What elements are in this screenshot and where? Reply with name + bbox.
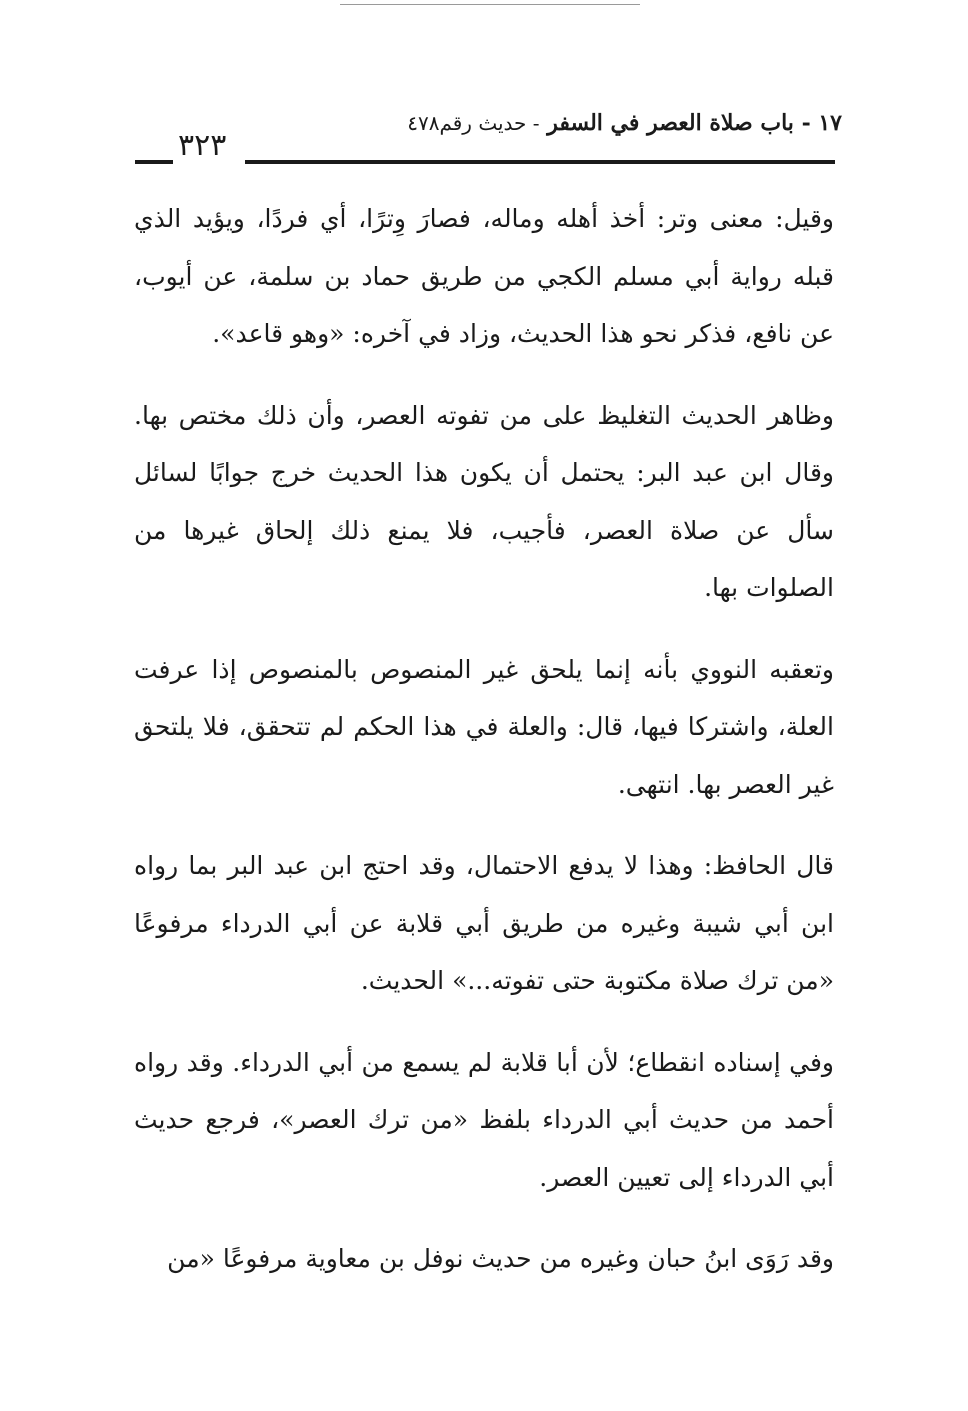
paragraph: وقيل: معنى وتر: أخذ أهله وماله، فصارَ وِترًا، أي فردًا، ويؤيد الذي قبله رواية أبي مسلم الكجي من طريق حماد بن سلمة، عن أيوب، عن نافع، فذكر نحو هذا الحديث، وزاد في آخره: «وهو قاعد». xyxy=(134,204,834,348)
paragraph: وفي إسناده انقطاع؛ لأن أبا قلابة لم يسمع من أبي الدرداء. وقد رواه أحمد من حديث أبي الدرداء بلفظ «من ترك العصر»، فرجع حديث أبي الدرداء إلى تعيين العصر. xyxy=(134,1047,834,1192)
chapter-title: ١٧ - باب صلاة العصر في السفر xyxy=(547,110,842,136)
hadith-reference: - حديث رقم٤٧٨ xyxy=(407,111,540,135)
header-rule-short xyxy=(135,160,173,164)
paragraph: وتعقبه النووي بأنه إنما يلحق غير المنصوص بالمنصوص إذا عرفت العلة، واشتركا فيها، قال: والعلة في هذا الحكم لم تتحقق، فلا يلتحق غير العصر بها. انتهى. xyxy=(134,654,834,799)
header-rule xyxy=(245,160,835,164)
page-number: ٣٢٣ xyxy=(178,128,227,163)
top-edge-rule xyxy=(340,4,640,5)
body-text xyxy=(134,190,834,1312)
paragraph: قال الحافظ: وهذا لا يدفع الاحتمال، وقد احتج ابن عبد البر بما رواه ابن أبي شيبة وغيره من طريق أبي قلابة عن أبي الدرداء مرفوعًا «من ترك صلاة مكتوبة حتى تفوته...» الحديث. xyxy=(134,851,834,995)
running-header xyxy=(407,110,842,136)
paragraph: وقد رَوَى ابنُ حبان وغيره من حديث نوفل بن معاوية مرفوعًا «من xyxy=(167,1244,834,1273)
paragraph: وظاهر الحديث التغليظ على من تفوته العصر، وأن ذلك مختص بها. وقال ابن عبد البر: يحتمل أن يكون هذا الحديث خرج جوابًا لسائل سأل عن صلاة العصر، فأجيب، فلا يمنع ذلك إلحاق غيرها من الصلوات بها. xyxy=(134,400,834,602)
